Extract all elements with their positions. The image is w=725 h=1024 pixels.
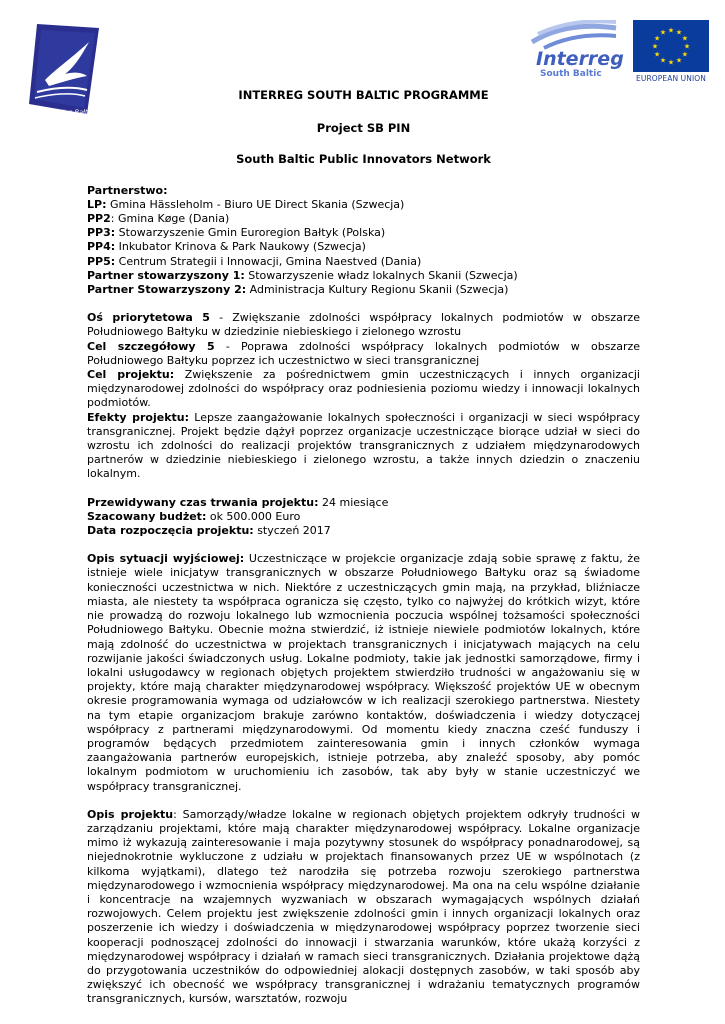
priority-axis: Oś priorytetowa 5 - Zwiększanie zdolności współpracy lokalnych podmiotów w obszarze Południowego Bałtyku w dziedzinie niebieskiego i zielonego wzrostu — [87, 311, 640, 339]
partner-line: LP: Gmina Hässleholm - Biuro UE Direct Skania (Szwecja) — [87, 197, 405, 211]
interreg-wordmark: Interreg — [536, 48, 624, 70]
document-body — [87, 88, 640, 1007]
eu-star-icon: ★ — [651, 42, 659, 51]
budget-line: Szacowany budżet: ok 500.000 Euro — [87, 509, 301, 523]
start-date-line: Data rozpoczęcia projektu: styczeń 2017 — [87, 524, 331, 538]
eu-caption: EUROPEAN UNION — [636, 74, 706, 83]
specific-goal: Cel szczegółowy 5 - Poprawa zdolności współpracy lokalnych podmiotów w obszarze Południowego Bałtyku poprzez ich uczestnictwo w sieci transgranicznej — [87, 339, 641, 367]
eu-star-icon: ★ — [667, 26, 675, 35]
project-effects: Efekty projektu: Lepsze zaangażowanie lokalnych społeczności i organizacji w sieci współpracy transgranicznej. Projekt będzie dążył poprzez organizacje uczestniczące biorące udział w sieci do wzrostu ich zdolności do realizacji projektów transgranicznych z udziałem międzynarodowych partnerów w dziedzinie niebieskiego i zielonego wzrostu, a także innych dziedzin o znaczeniu lokalnym. — [87, 410, 640, 481]
eu-star-icon: ★ — [681, 34, 688, 43]
programme-title: INTERREG SOUTH BALTIC PROGRAMME — [238, 88, 489, 102]
eu-star-icon: ★ — [683, 42, 691, 51]
eu-star-icon: ★ — [659, 56, 667, 65]
partner-line: Partner Stowarzyszony 2: Administracja Kultury Regionu Skanii (Szwecja) — [87, 283, 509, 297]
partner-line: PP2: Gmina Køge (Dania) — [87, 212, 230, 226]
description-section — [87, 808, 640, 1007]
duration-line: Przewidywany czas trwania projektu: 24 miesiące — [87, 495, 389, 509]
interreg-subtitle: South Baltic — [540, 69, 602, 79]
eu-star-icon: ★ — [654, 34, 661, 43]
eu-star-icon: ★ — [675, 28, 683, 37]
network-title: South Baltic Public Innovators Network — [236, 152, 491, 167]
situation-paragraph: Opis sytuacji wyjściowej: Uczestniczące w projekcie organizacje zdają sobie sprawę z faktu, że istnieje wiele inicjatyw transgranicznych w obszarze Południowego Bałtyku oraz są świadome konieczności uczestnictwa w nich. Niektóre z uczestniczących gmin mają, na przykład, bliźniacze miasta, ale niestety ta współpraca ogranicza się często, tylko co najwyżej do krótkich wizyt, które nie prowadzą do rozwoju lokalnego lub wzmocnienia poczucia wspólnej tożsamości społeczności Południowego Bałtyku. Obecnie można stwierdzić, iż istnieje niewiele podmiotów lokalnych, które mają zdolność do uczestnictwa w projektach transgranicznych i inicjatywach mających na celu rozwijanie jakości świadczonych usług. Lokalne podmioty, takie jak jednostki samorządowe, firmy i lokalni usługodawcy w regionach objętych projektem stwierdziło trudności w angażowaniu się w projekty, które mają charakter międzynarodowej współpracy. Większość projektów UE w obecnym okresie programowania wymaga od udziałowców w ich realizacji szerokiego partnerstwa. Niestety na tym etapie organizacjom brakuje zarówno kontaktów, doświadczenia i wiedzy dotyczącej współpracy z partnerami międzynarodowymi. Od momentu kiedy znaczna cześć funduszy i programów będących przedmiotem zainteresowania gmin i innych członków wymaga zaangażowania partnerów europejskich, istnieje potrzeba, aby znaleźć sposoby, aby pomóc lokalnym podmiotom w uruchomieniu ich zasobów, tak aby były w stanie uczestniczyć we współpracy transgranicznej. — [87, 552, 640, 793]
partners-section — [87, 184, 640, 298]
eu-logo — [633, 20, 709, 84]
goals-section — [87, 311, 640, 481]
description-paragraph: Opis projektu: Samorządy/władze lokalne w regionach objętych projektem odkryły trudności w zarządzaniu projektami, które mają charakter międzynarodowej współpracy. Lokalne organizacje mimo iż wykazują zainteresowanie i maja pozytywny stosunek do współpracy ponadnarodowej, są niejednokrotnie wykluczone z udziału w projektach finansowanych przez UE w wspólnotach (z kilkoma wyjątkami), dlatego też narodziła się potrzeba rozwoju szerokiego partnerstwa międzynarodowego i wzmocnienia współpracy międzynarodowej. Ma ona na celu wspólne działanie i koncentracje na wzajemnych wyzwaniach w obszarach wymagających wspólnych działań rozwojowych. Celem projektu jest zwiększenie zdolności gmin i innych organizacji lokalnych oraz poszerzenie ich wiedzy i doświadczenia w międzynarodowej współpracy poprzez tworzenie sieci kooperacji podnoszącej zdolności do innowacji i stwarzania warunków, które ukażą korzyści z międzynarodowej współpracy i działań w ramach sieci transgranicznych. Działania projektowe dążą do przygotowania uczestników do odpowiedniej alokacji dostępnych zasobów, w taki sposób aby zwiększyć ich obecność we współpracy transgranicznej i wdrażaniu tematycznych programów transgranicznych, kursów, warsztatów, rozwoju — [87, 807, 640, 1006]
situation-section — [87, 552, 640, 793]
logo-caption: Euroregion Bałtyk — [37, 108, 96, 116]
eu-star-icon: ★ — [675, 56, 683, 65]
project-title: Project SB PIN — [316, 121, 411, 136]
partner-line: PP3: Stowarzyszenie Gmin Euroregion Bałtyk (Polska) — [87, 226, 386, 240]
partners-heading: Partnerstwo: — [87, 183, 168, 197]
partner-line: Partner stowarzyszony 1: Stowarzyszenie władz lokalnych Skanii (Szwecja) — [87, 268, 518, 282]
facts-section — [87, 496, 640, 539]
eu-star-icon: ★ — [681, 50, 688, 59]
eu-flag-icon — [633, 20, 709, 72]
eu-star-icon: ★ — [654, 50, 661, 59]
partner-line: PP5: Centrum Strategii i Innowacji, Gmina Naestved (Dania) — [87, 254, 422, 268]
project-aim: Cel projektu: Zwiększenie za pośrednictwem gmin uczestniczących i innych organizacji międzynarodowej zdolności do współpracy oraz podniesienia poziomu wiedzy i innowacji lokalnych podmiotów. — [87, 368, 640, 410]
interreg-logo — [528, 20, 624, 82]
partner-line: PP4: Inkubator Krinova & Park Naukowy (Szwecja) — [87, 240, 366, 254]
eu-star-icon: ★ — [667, 58, 675, 67]
eu-star-icon: ★ — [659, 28, 667, 37]
